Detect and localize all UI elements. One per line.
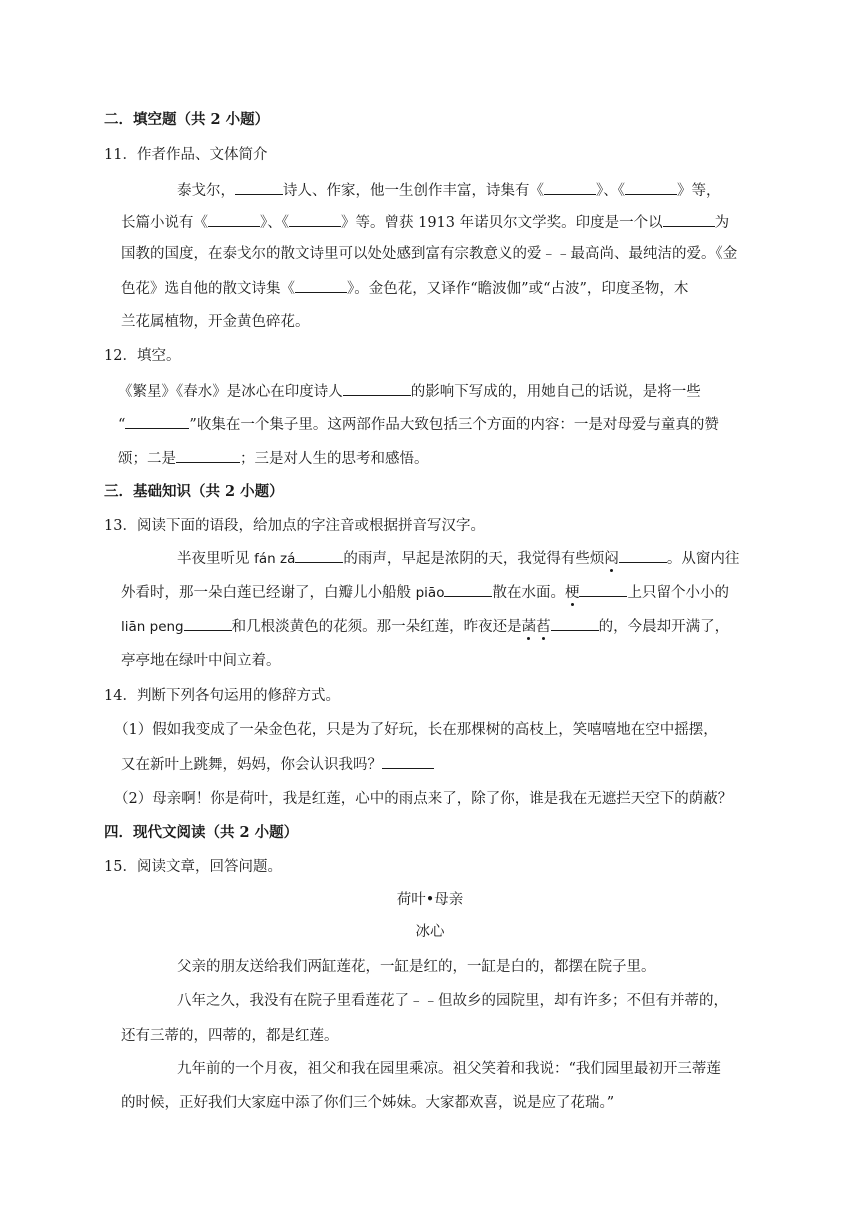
question-11-line-1: 泰戈尔， 诗人、作家，他一生创作丰富，诗集有《 》、《 》等， bbox=[177, 180, 721, 201]
question-12-line-1: 《繁星》《春水》是冰心在印度诗人 的影响下写成的，用她自己的话说，是将一些 bbox=[118, 381, 701, 402]
section-heading-fill-blank: 二．填空题（共 2 小题） bbox=[104, 111, 270, 128]
answer-blank[interactable] bbox=[176, 448, 240, 463]
article-author: 冰心 bbox=[415, 924, 445, 940]
article-paragraph-2-cont: 还有三蒂的，四蒂的，都是红莲。 bbox=[121, 1028, 339, 1044]
dotted-character: 萏 bbox=[536, 619, 551, 635]
question-13-line-1: 半夜里听见 fán zá 的雨声，早起是浓阴的天，我觉得有些烦闷 。从窗内往 bbox=[177, 548, 739, 569]
answer-blank[interactable] bbox=[235, 180, 283, 195]
question-12-line-3: 颂；二是 ；三是对人生的思考和感悟。 bbox=[118, 448, 429, 469]
answer-blank[interactable] bbox=[343, 381, 411, 396]
article-paragraph-1: 父亲的朋友送给我们两缸莲花，一缸是红的，一缸是白的，都摆在院子里。 bbox=[177, 959, 656, 975]
question-12-title: 12．填空。 bbox=[104, 348, 181, 364]
question-11-line-3: 国教的国度，在泰戈尔的散文诗里可以处处感到富有宗教意义的爱﹣﹣最高尚、最纯洁的爱。《金 bbox=[121, 246, 738, 262]
question-11-line-4: 色花》选自他的散文诗集《 》。金色花，又译作“瞻波伽”或“占波”，印度圣物，木 bbox=[121, 278, 688, 299]
dotted-character: 菡 bbox=[521, 619, 537, 635]
answer-blank[interactable] bbox=[289, 212, 341, 227]
question-15-title: 15．阅读文章，回答问题。 bbox=[104, 859, 282, 875]
answer-blank[interactable] bbox=[551, 616, 599, 631]
dotted-character: 梗 bbox=[564, 585, 580, 601]
question-14-title: 14．判断下列各句运用的修辞方式。 bbox=[104, 688, 340, 704]
answer-blank[interactable] bbox=[208, 212, 260, 227]
answer-blank[interactable] bbox=[544, 180, 596, 195]
answer-blank[interactable] bbox=[184, 616, 232, 631]
article-paragraph-3: 九年前的一个月夜，祖父和我在园里乘凉。祖父笑着和我说：“我们园里最初开三蒂莲 bbox=[177, 1061, 721, 1077]
question-14-option-1-cont: 又在新叶上跳舞，妈妈，你会认识我吗？ bbox=[121, 754, 434, 775]
article-paragraph-2: 八年之久，我没有在院子里看莲花了﹣﹣但故乡的园院里，却有许多；不但有并蒂的， bbox=[177, 993, 728, 1009]
question-14-option-1: （1）假如我变成了一朵金色花，只是为了好玩，长在那棵树的高枝上，笑嘻嘻地在空中摇摆， bbox=[114, 722, 718, 738]
answer-blank[interactable] bbox=[619, 548, 667, 563]
answer-blank[interactable] bbox=[444, 582, 492, 597]
question-11-line-5: 兰花属植物，开金黄色碎花。 bbox=[121, 314, 310, 330]
answer-blank[interactable] bbox=[382, 754, 434, 769]
section-heading-basic-knowledge: 三．基础知识（共 2 小题） bbox=[104, 483, 284, 500]
answer-blank[interactable] bbox=[663, 212, 715, 227]
question-14-option-2: （2）母亲啊！你是荷叶，我是红莲，心中的雨点来了，除了你，谁是我在无遮拦天空下的荫蔽？ bbox=[114, 791, 733, 807]
question-13-line-4: 亭亭地在绿叶中间立着。 bbox=[121, 653, 281, 669]
answer-blank[interactable] bbox=[579, 582, 627, 597]
question-12-line-2: “ ”收集在一个集子里。这两部作品大致包括三个方面的内容：一是对母爱与童真的赞 bbox=[118, 414, 719, 435]
question-13-line-3: liān peng 和几根淡黄色的花须。那一朵红莲，昨夜还是菡萏 的，今晨却开满了， bbox=[121, 616, 729, 637]
question-11-title: 11．作者作品、文体简介 bbox=[104, 147, 268, 163]
answer-blank[interactable] bbox=[295, 278, 347, 293]
dotted-character: 闷 bbox=[604, 551, 619, 567]
question-11-line-2: 长篇小说有《 》、《 》等。曾获 1913 年诺贝尔文学奖。印度是一个以 为 bbox=[121, 212, 729, 233]
answer-blank[interactable] bbox=[625, 180, 677, 195]
article-title: 荷叶•母亲 bbox=[396, 892, 464, 908]
answer-blank[interactable] bbox=[295, 548, 343, 563]
article-paragraph-3-cont: 的时候，正好我们大家庭中添了你们三个姊妹。大家都欢喜，说是应了花瑞。” bbox=[121, 1095, 615, 1111]
question-13-title: 13．阅读下面的语段，给加点的字注音或根据拼音写汉字。 bbox=[104, 518, 485, 534]
question-13-line-2: 外看时，那一朵白莲已经谢了，白瓣儿小船般 piāo 散在水面。梗 上只留个小小的 bbox=[121, 582, 729, 603]
answer-blank[interactable] bbox=[125, 414, 189, 429]
section-heading-modern-reading: 四．现代文阅读（共 2 小题） bbox=[104, 824, 299, 841]
